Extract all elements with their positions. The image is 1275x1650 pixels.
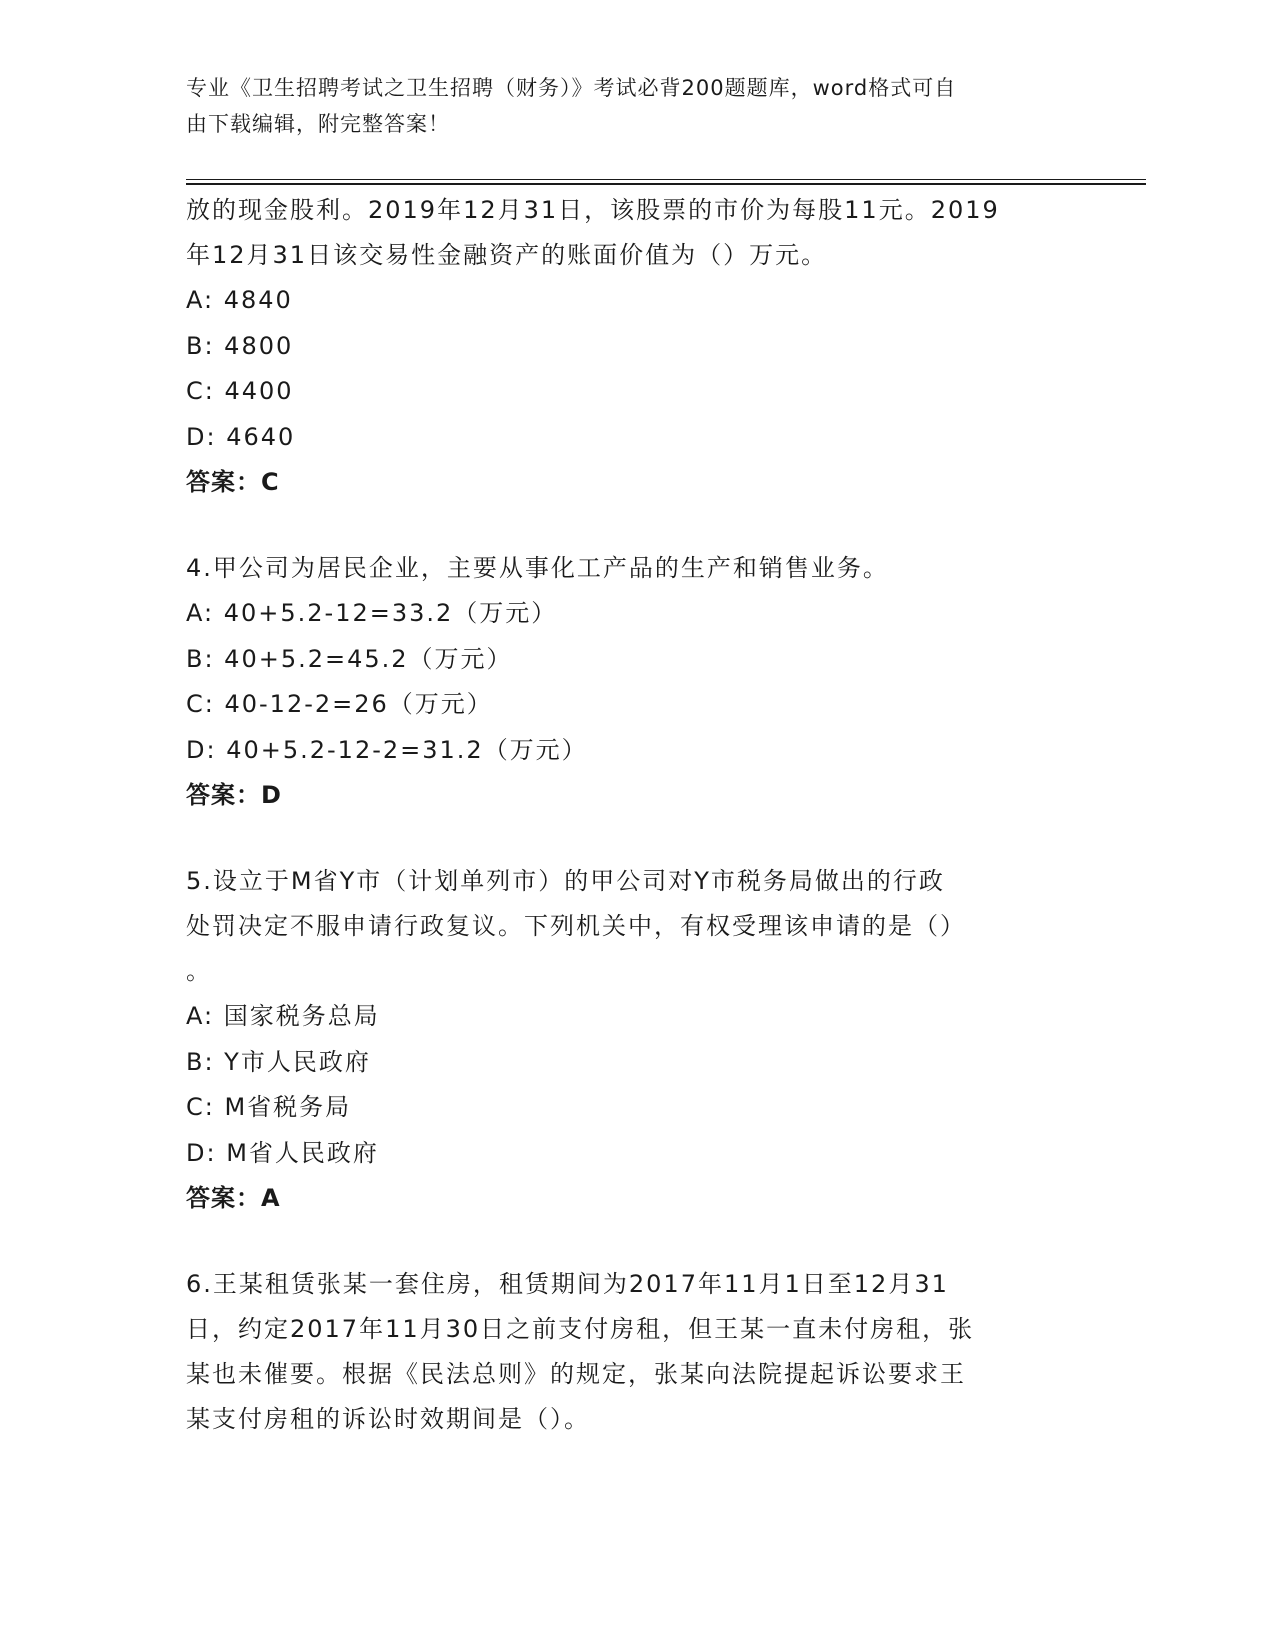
question-block bbox=[186, 1262, 1086, 1442]
option-d: D: 4640 bbox=[186, 422, 296, 451]
question-text-line: 5.设立于M省Y市（计划单列市）的甲公司对Y市税务局做出的行政 bbox=[186, 867, 945, 895]
question-block bbox=[186, 188, 1086, 505]
option-a: A: 40+5.2-12=33.2（万元） bbox=[186, 599, 558, 627]
option-b: B: 40+5.2=45.2（万元） bbox=[186, 644, 513, 673]
option-d: D: 40+5.2-12-2=31.2（万元） bbox=[186, 735, 588, 764]
question-text-line: 6.王某租赁张某一套住房，租赁期间为2017年11月1日至12月31 bbox=[186, 1270, 949, 1298]
question-text-line: 4.甲公司为居民企业，主要从事化工产品的生产和销售业务。 bbox=[186, 554, 889, 582]
header-divider bbox=[186, 179, 1146, 180]
option-b: B: 4800 bbox=[186, 331, 294, 360]
header-divider-thick bbox=[186, 183, 1146, 185]
question-text-line: 日，约定2017年11月30日之前支付房租，但王某一直未付房租，张 bbox=[186, 1315, 975, 1343]
option-d: D: M省人民政府 bbox=[186, 1138, 379, 1167]
question-text-line: 放的现金股利。2019年12月31日，该股票的市价为每股11元。2019 bbox=[186, 196, 1000, 224]
option-a: A: 国家税务总局 bbox=[186, 1002, 380, 1030]
option-b: B: Y市人民政府 bbox=[186, 1047, 371, 1076]
question-text-line: 处罚决定不服申请行政复议。下列机关中，有权受理该申请的是（） bbox=[186, 912, 966, 940]
question-text-line: 年12月31日该交易性金融资产的账面价值为（）万元。 bbox=[186, 241, 828, 269]
question-text-line: 某支付房租的诉讼时效期间是（）。 bbox=[186, 1405, 590, 1433]
answer-line: 答案：D bbox=[186, 781, 282, 809]
question-block bbox=[186, 546, 1086, 818]
option-a: A: 4840 bbox=[186, 286, 293, 314]
option-c: C: 4400 bbox=[186, 377, 294, 405]
page-header bbox=[186, 70, 1086, 142]
question-list bbox=[186, 188, 1086, 1442]
option-c: C: 40-12-2=26（万元） bbox=[186, 690, 493, 718]
question-block bbox=[186, 859, 1086, 1221]
answer-line: 答案：C bbox=[186, 468, 280, 496]
option-c: C: M省税务局 bbox=[186, 1093, 352, 1121]
header-line-2: 由下载编辑，附完整答案！ bbox=[186, 112, 450, 136]
header-line-1: 专业《卫生招聘考试之卫生招聘（财务）》考试必背200题题库，word格式可自 bbox=[186, 76, 957, 100]
question-text-line: 某也未催要。根据《民法总则》的规定，张某向法院提起诉讼要求王 bbox=[186, 1360, 966, 1388]
question-text-line: 。 bbox=[186, 957, 212, 985]
answer-line: 答案：A bbox=[186, 1184, 281, 1212]
